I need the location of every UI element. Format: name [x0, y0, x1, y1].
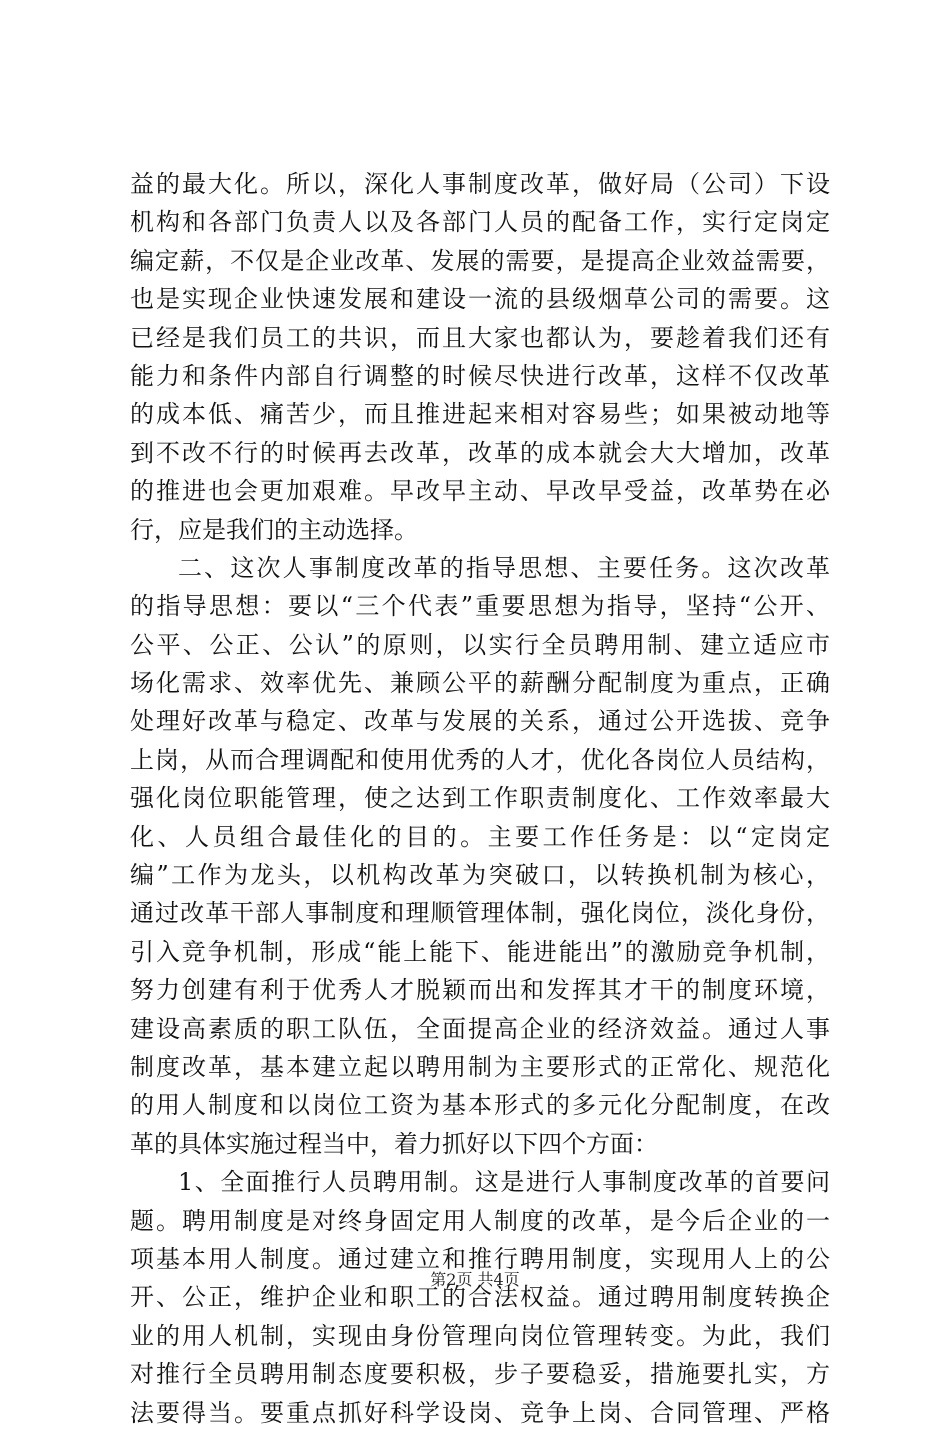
- text-line: 公平、公正、公认”的原则，以实行全员聘用制、建立适应市: [130, 630, 830, 659]
- text-line: 编定薪，不仅是企业改革、发展的需要，是提高企业效益需要，: [130, 246, 830, 275]
- body-text: [130, 165, 830, 1432]
- text-line: 也是实现企业快速发展和建设一流的县级烟草公司的需要。这: [130, 285, 830, 314]
- text-line: 行，应是我们的主动选择。: [130, 515, 418, 544]
- text-line: 通过改革干部人事制度和理顺管理体制，强化岗位，淡化身份，: [130, 899, 830, 928]
- text-line: 业的用人机制，实现由身份管理向岗位管理转变。为此，我们: [130, 1321, 830, 1350]
- text-line: 的用人制度和以岗位工资为基本形式的多元化分配制度，在改: [130, 1091, 830, 1120]
- text-line: 对推行全员聘用制态度要积极，步子要稳妥，措施要扎实，方: [130, 1360, 830, 1389]
- text-line: 益的最大化。所以，深化人事制度改革，做好局（公司）下设: [130, 170, 830, 198]
- text-line: 的成本低、痛苦少，而且推进起来相对容易些；如果被动地等: [130, 400, 830, 429]
- text-line: 努力创建有利于优秀人才脱颖而出和发挥其才干的制度环境，: [130, 976, 830, 1005]
- page-number-footer: 第2页 共4页: [430, 1270, 520, 1289]
- text-line: 机构和各部门负责人以及各部门人员的配备工作，实行定岗定: [130, 208, 830, 237]
- text-line: 化、人员组合最佳化的目的。主要工作任务是：以“定岗定: [130, 822, 830, 851]
- text-line: 的指导思想：要以“三个代表”重要思想为指导，坚持“公开、: [130, 592, 830, 621]
- text-line: 已经是我们员工的共识，而且大家也都认为，要趁着我们还有: [130, 323, 830, 352]
- text-line: 编”工作为龙头，以机构改革为突破口，以转换机制为核心，: [130, 861, 830, 890]
- text-line: 到不改不行的时候再去改革，改革的成本就会大大增加，改革: [130, 438, 830, 467]
- paragraph-start-line: 二、这次人事制度改革的指导思想、主要任务。这次改革: [178, 553, 830, 582]
- text-line: 制度改革，基本建立起以聘用制为主要形式的正常化、规范化: [130, 1052, 830, 1081]
- text-line: 开、公正，维护企业和职工的合法权益。通过聘用制度转换企: [130, 1283, 830, 1312]
- text-line: 处理好改革与稳定、改革与发展的关系，通过公开选拔、竞争: [130, 707, 830, 736]
- text-line: 建设高素质的职工队伍，全面提高企业的经济效益。通过人事: [130, 1014, 830, 1043]
- text-line: 题。聘用制度是对终身固定用人制度的改革，是今后企业的一: [130, 1206, 830, 1235]
- text-line: 法要得当。要重点抓好科学设岗、竞争上岗、合同管理、严格: [130, 1398, 830, 1427]
- text-line: 上岗，从而合理调配和使用优秀的人才，优化各岗位人员结构，: [130, 745, 830, 774]
- text-line: 能力和条件内部自行调整的时候尽快进行改革，这样不仅改革: [130, 361, 830, 390]
- text-line: 强化岗位职能管理，使之达到工作职责制度化、工作效率最大: [130, 784, 830, 813]
- text-line: 革的具体实施过程当中，着力抓好以下四个方面：: [130, 1129, 658, 1158]
- text-line: 的推进也会更加艰难。早改早主动、早改早受益，改革势在必: [130, 477, 830, 506]
- text-line: 引入竞争机制，形成“能上能下、能进能出”的激励竞争机制，: [130, 937, 830, 966]
- text-line: 项基本用人制度。通过建立和推行聘用制度，实现用人上的公: [130, 1244, 830, 1273]
- paragraph-start-line: 1、全面推行人员聘用制。这是进行人事制度改革的首要问: [178, 1168, 830, 1197]
- text-line: 场化需求、效率优先、兼顾公平的薪酬分配制度为重点，正确: [130, 669, 830, 698]
